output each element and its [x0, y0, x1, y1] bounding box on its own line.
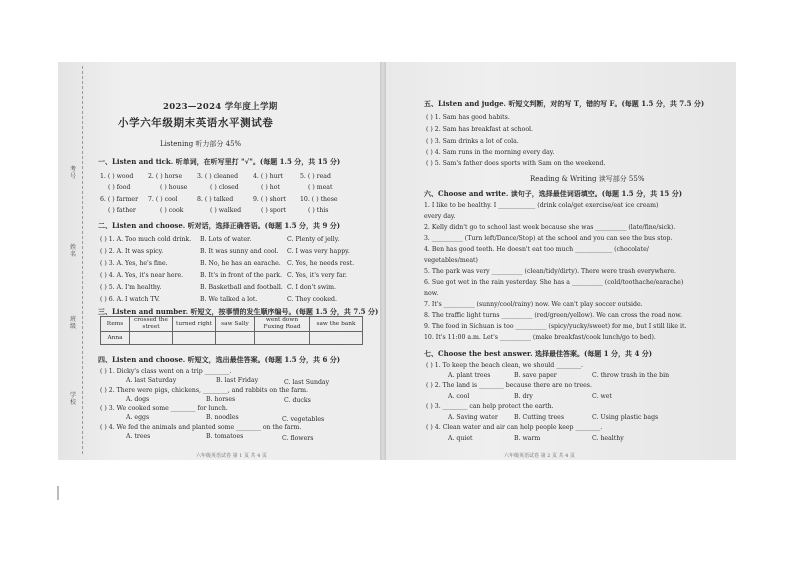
s6-line: 6. Sue got wet in the rain yesterday. She has a __________ (cold/toothache/earache)	[424, 279, 684, 286]
section-4-title: 四、Listen and choose. 听短文，选出最佳答案。(每题 1.5 分，共 6 分)	[98, 355, 341, 364]
section-5-title: 五、Listen and judge. 听短文判断，对的写 T，错的写 F。(每题 1.5 分，共 7.5 分)	[424, 99, 705, 108]
s2-q2-c: C. I was very happy.	[287, 248, 350, 255]
s6-line: 10. It's 11:00 a.m. Let's __________ (make breakfast/cook lunch/go to bed).	[424, 334, 656, 341]
s4-q3-c: C. vegetables	[282, 416, 325, 423]
year-title: 2023—2024 学年度上学期	[163, 102, 278, 112]
s4-q1-c: C. last Sunday	[284, 379, 330, 386]
s4-q3-b: B. noodles	[206, 414, 239, 421]
s4-q4: ( ) 4. We fed the animals and planted some ________ on the farm.	[100, 424, 302, 431]
side-label-name: 姓名	[70, 244, 77, 258]
s4-q2-b: B. horses	[206, 396, 236, 403]
section-7-title: 七、Choose the best answer. 选择最佳答案。(每题 1 分，共 4 分)	[424, 349, 653, 358]
s1-row1-c3: 3. ( ) cleaned	[197, 173, 239, 180]
s6-line: 8. The traffic light turns __________ (red/green/yellow). We can cross the road now.	[424, 312, 682, 319]
s1-row1-c1: 1. ( ) wood	[100, 173, 134, 180]
s7-q3: ( ) 3. ________ can help protect the earth.	[426, 403, 554, 410]
s1-row3-c1: 6. ( ) farmer	[100, 196, 139, 203]
s7-q1-a: A. plant trees	[448, 372, 491, 379]
s2-q5-a: ( ) 5. A. I'm healthy.	[100, 284, 162, 291]
s1-row2-c1: ( ) food	[108, 184, 131, 191]
answer-cell[interactable]	[310, 332, 363, 345]
s1-row3-c2: 7. ( ) cool	[148, 196, 178, 203]
side-label-class: 班级	[70, 316, 77, 330]
s2-q3-c: C. Yes, he needs rest.	[287, 260, 355, 267]
side-label-school: 学校	[70, 392, 77, 406]
s2-q5-c: C. I don't swim.	[287, 284, 336, 291]
s2-q1-b: B. Lots of water.	[200, 236, 252, 243]
s1-row3-c4: 9. ( ) short	[253, 196, 286, 203]
s1-row4-c2: ( ) cook	[160, 207, 184, 214]
s4-q3-a: A. eggs	[126, 414, 150, 421]
section-3-title: 三、Listen and number. 听短文，按事情的发生顺序编号。(每题 1.5 分，共 7.5 分)	[98, 307, 379, 316]
s6-line: 3. __________ (Turn left/Dance/Stop) at the school and you can see the bus stop.	[424, 235, 673, 242]
section-6-title: 六、Choose and write. 读句子，选择最佳词语填空。(每题 1.5 分，共 15 分)	[424, 189, 683, 198]
s6-line: 2. Kelly didn't go to school last week because she was __________ (late/fine/sick).	[424, 224, 676, 231]
s6-line: now.	[424, 290, 439, 297]
s1-row3-c3: 8. ( ) talked	[197, 196, 234, 203]
s4-q4-a: A. trees	[126, 433, 151, 440]
answer-cell[interactable]	[173, 332, 216, 345]
s7-q1-b: B. save paper	[514, 372, 557, 379]
table-header: saw the bank	[310, 317, 363, 332]
listening-heading: Listening 听力部分 45%	[160, 140, 242, 148]
s7-q2-a: A. cool	[448, 393, 470, 400]
s5-item-1: ( ) 1. Sam has good habits.	[426, 114, 510, 121]
s6-line: 5. The park was very __________ (clean/tidy/dirty). There were trash everywhere.	[424, 268, 677, 275]
s1-row3-c5: 10. ( ) these	[300, 196, 338, 203]
s7-q1: ( ) 1. To keep the beach clean, we should ________.	[426, 362, 583, 369]
table-row-label: Anna	[101, 332, 130, 345]
s1-row4-c4: ( ) sport	[261, 207, 287, 214]
binding-dashed-line	[82, 66, 83, 454]
section-1-title: 一、Listen and tick. 听单词，在听写里打 "√"。(每题 1.5 分，共 15 分)	[98, 157, 341, 166]
table-header: went down Fuxing Road	[255, 317, 310, 332]
s1-row4-c1: ( ) father	[108, 207, 136, 214]
s2-q1-c: C. Plenty of jelly.	[287, 236, 340, 243]
s2-q4-b: B. It's in front of the park.	[200, 272, 283, 279]
s6-line: 1. I like to be healthy. I ____________ (drink cola/get exercise/eat ice cream)	[424, 202, 659, 209]
s5-item-5: ( ) 5. Sam's father does sports with Sam on the weekend.	[426, 160, 606, 167]
table-header: crossed the street	[130, 317, 173, 332]
table-row	[101, 332, 363, 345]
s4-q1-a: A. last Saturday	[126, 377, 177, 384]
s7-q1-c: C. throw trash in the bin	[592, 372, 670, 379]
s5-item-4: ( ) 4. Sam runs in the morning every day.	[426, 149, 555, 156]
s2-q4-a: ( ) 4. A. Yes, it's near here.	[100, 272, 184, 279]
answer-cell[interactable]	[130, 332, 173, 345]
s4-q2: ( ) 2. There were pigs, chickens, ________, and rabbits on the farm.	[100, 387, 308, 394]
s1-row1-c2: 2. ( ) horse	[148, 173, 183, 180]
section-2-title: 二、Listen and choose. 听对话，选择正确答语。(每题 1.5 分，共 9 分)	[98, 221, 341, 230]
s7-q3-c: C. Using plastic bags	[592, 414, 659, 421]
s6-line: vegetables/meat)	[424, 257, 478, 264]
s2-q5-b: B. Basketball and football.	[200, 284, 283, 291]
answer-cell[interactable]	[216, 332, 255, 345]
s2-q3-b: B. No, he has an earache.	[200, 260, 281, 267]
s4-q1: ( ) 1. Dicky's class went on a trip ________.	[100, 368, 232, 375]
answer-cell[interactable]	[255, 332, 310, 345]
s2-q3-a: ( ) 3. A. Yes, he's fine.	[100, 260, 168, 267]
s4-q3: ( ) 3. We cooked some ________ for lunch.	[100, 405, 228, 412]
s5-item-3: ( ) 3. Sam drinks a lot of cola.	[426, 138, 519, 145]
s7-q2-b: B. dry	[514, 393, 533, 400]
s1-row2-c3: ( ) closed	[210, 184, 239, 191]
s6-line: 7. It's __________ (sunny/cool/rainy) now. We can't play soccer outside.	[424, 301, 643, 308]
scan-edge-mark	[57, 486, 59, 500]
s2-q2-b: B. It was sunny and cool.	[200, 248, 279, 255]
s7-q4-a: A. quiet	[448, 435, 473, 442]
s7-q2: ( ) 2. The land is ________ because there are no trees.	[426, 382, 592, 389]
s7-q4: ( ) 4. Clean water and air can help people keep ________.	[426, 424, 603, 431]
ordering-table	[100, 316, 363, 345]
s4-q1-b: B. last Friday	[216, 377, 259, 384]
s2-q6-b: B. We talked a lot.	[200, 296, 258, 303]
left-page-footer: 六年级英语试卷 第 1 页 共 4 页	[196, 453, 267, 459]
s1-row1-c4: 4. ( ) hurt	[253, 173, 284, 180]
s1-row2-c2: ( ) house	[160, 184, 188, 191]
s4-q4-b: B. tomatoes	[206, 433, 244, 440]
s4-q4-c: C. flowers	[282, 435, 314, 442]
s7-q3-b: B. Cutting trees	[514, 414, 565, 421]
s6-line: 4. Ben has good teeth. He doesn't eat too much ____________ (chocolate/	[424, 246, 649, 253]
table-header: turned right	[173, 317, 216, 332]
s1-row2-c5: ( ) meat	[308, 184, 333, 191]
s6-line: every day.	[424, 213, 456, 220]
s2-q4-c: C. Yes, it's very far.	[287, 272, 347, 279]
s4-q2-a: A. dogs	[126, 396, 150, 403]
s1-row1-c5: 5. ( ) read	[300, 173, 331, 180]
s2-q6-c: C. They cooked.	[287, 296, 337, 303]
s7-q2-c: C. wet	[592, 393, 612, 400]
right-page-footer: 六年级英语试卷 第 2 页 共 4 页	[504, 453, 575, 459]
table-header-row	[101, 317, 363, 332]
side-label-exam-no: 考号	[70, 166, 77, 180]
reading-writing-heading: Reading & Writing 读写部分 55%	[530, 175, 645, 183]
s1-row4-c5: ( ) this	[308, 207, 329, 214]
s7-q4-b: B. warm	[514, 435, 541, 442]
s7-q3-a: A. Saving water	[448, 414, 498, 421]
s7-q4-c: C. healthy	[592, 435, 624, 442]
s4-q2-c: C. ducks	[284, 397, 311, 404]
s2-q6-a: ( ) 6. A. I watch TV.	[100, 296, 160, 303]
s6-line: 9. The food in Sichuan is too __________ (spicy/yucky/sweet) for me, but I still like it.	[424, 323, 687, 330]
s2-q1-a: ( ) 1. A. Too much cold drink.	[100, 236, 192, 243]
s1-row2-c4: ( ) hot	[261, 184, 280, 191]
s5-item-2: ( ) 2. Sam has breakfast at school.	[426, 126, 534, 133]
s1-row4-c3: ( ) walked	[210, 207, 242, 214]
table-header: Items	[101, 317, 130, 332]
s2-q2-a: ( ) 2. A. It was spicy.	[100, 248, 164, 255]
main-title: 小学六年级期末英语水平测试卷	[118, 117, 274, 129]
table-header: saw Sally	[216, 317, 255, 332]
